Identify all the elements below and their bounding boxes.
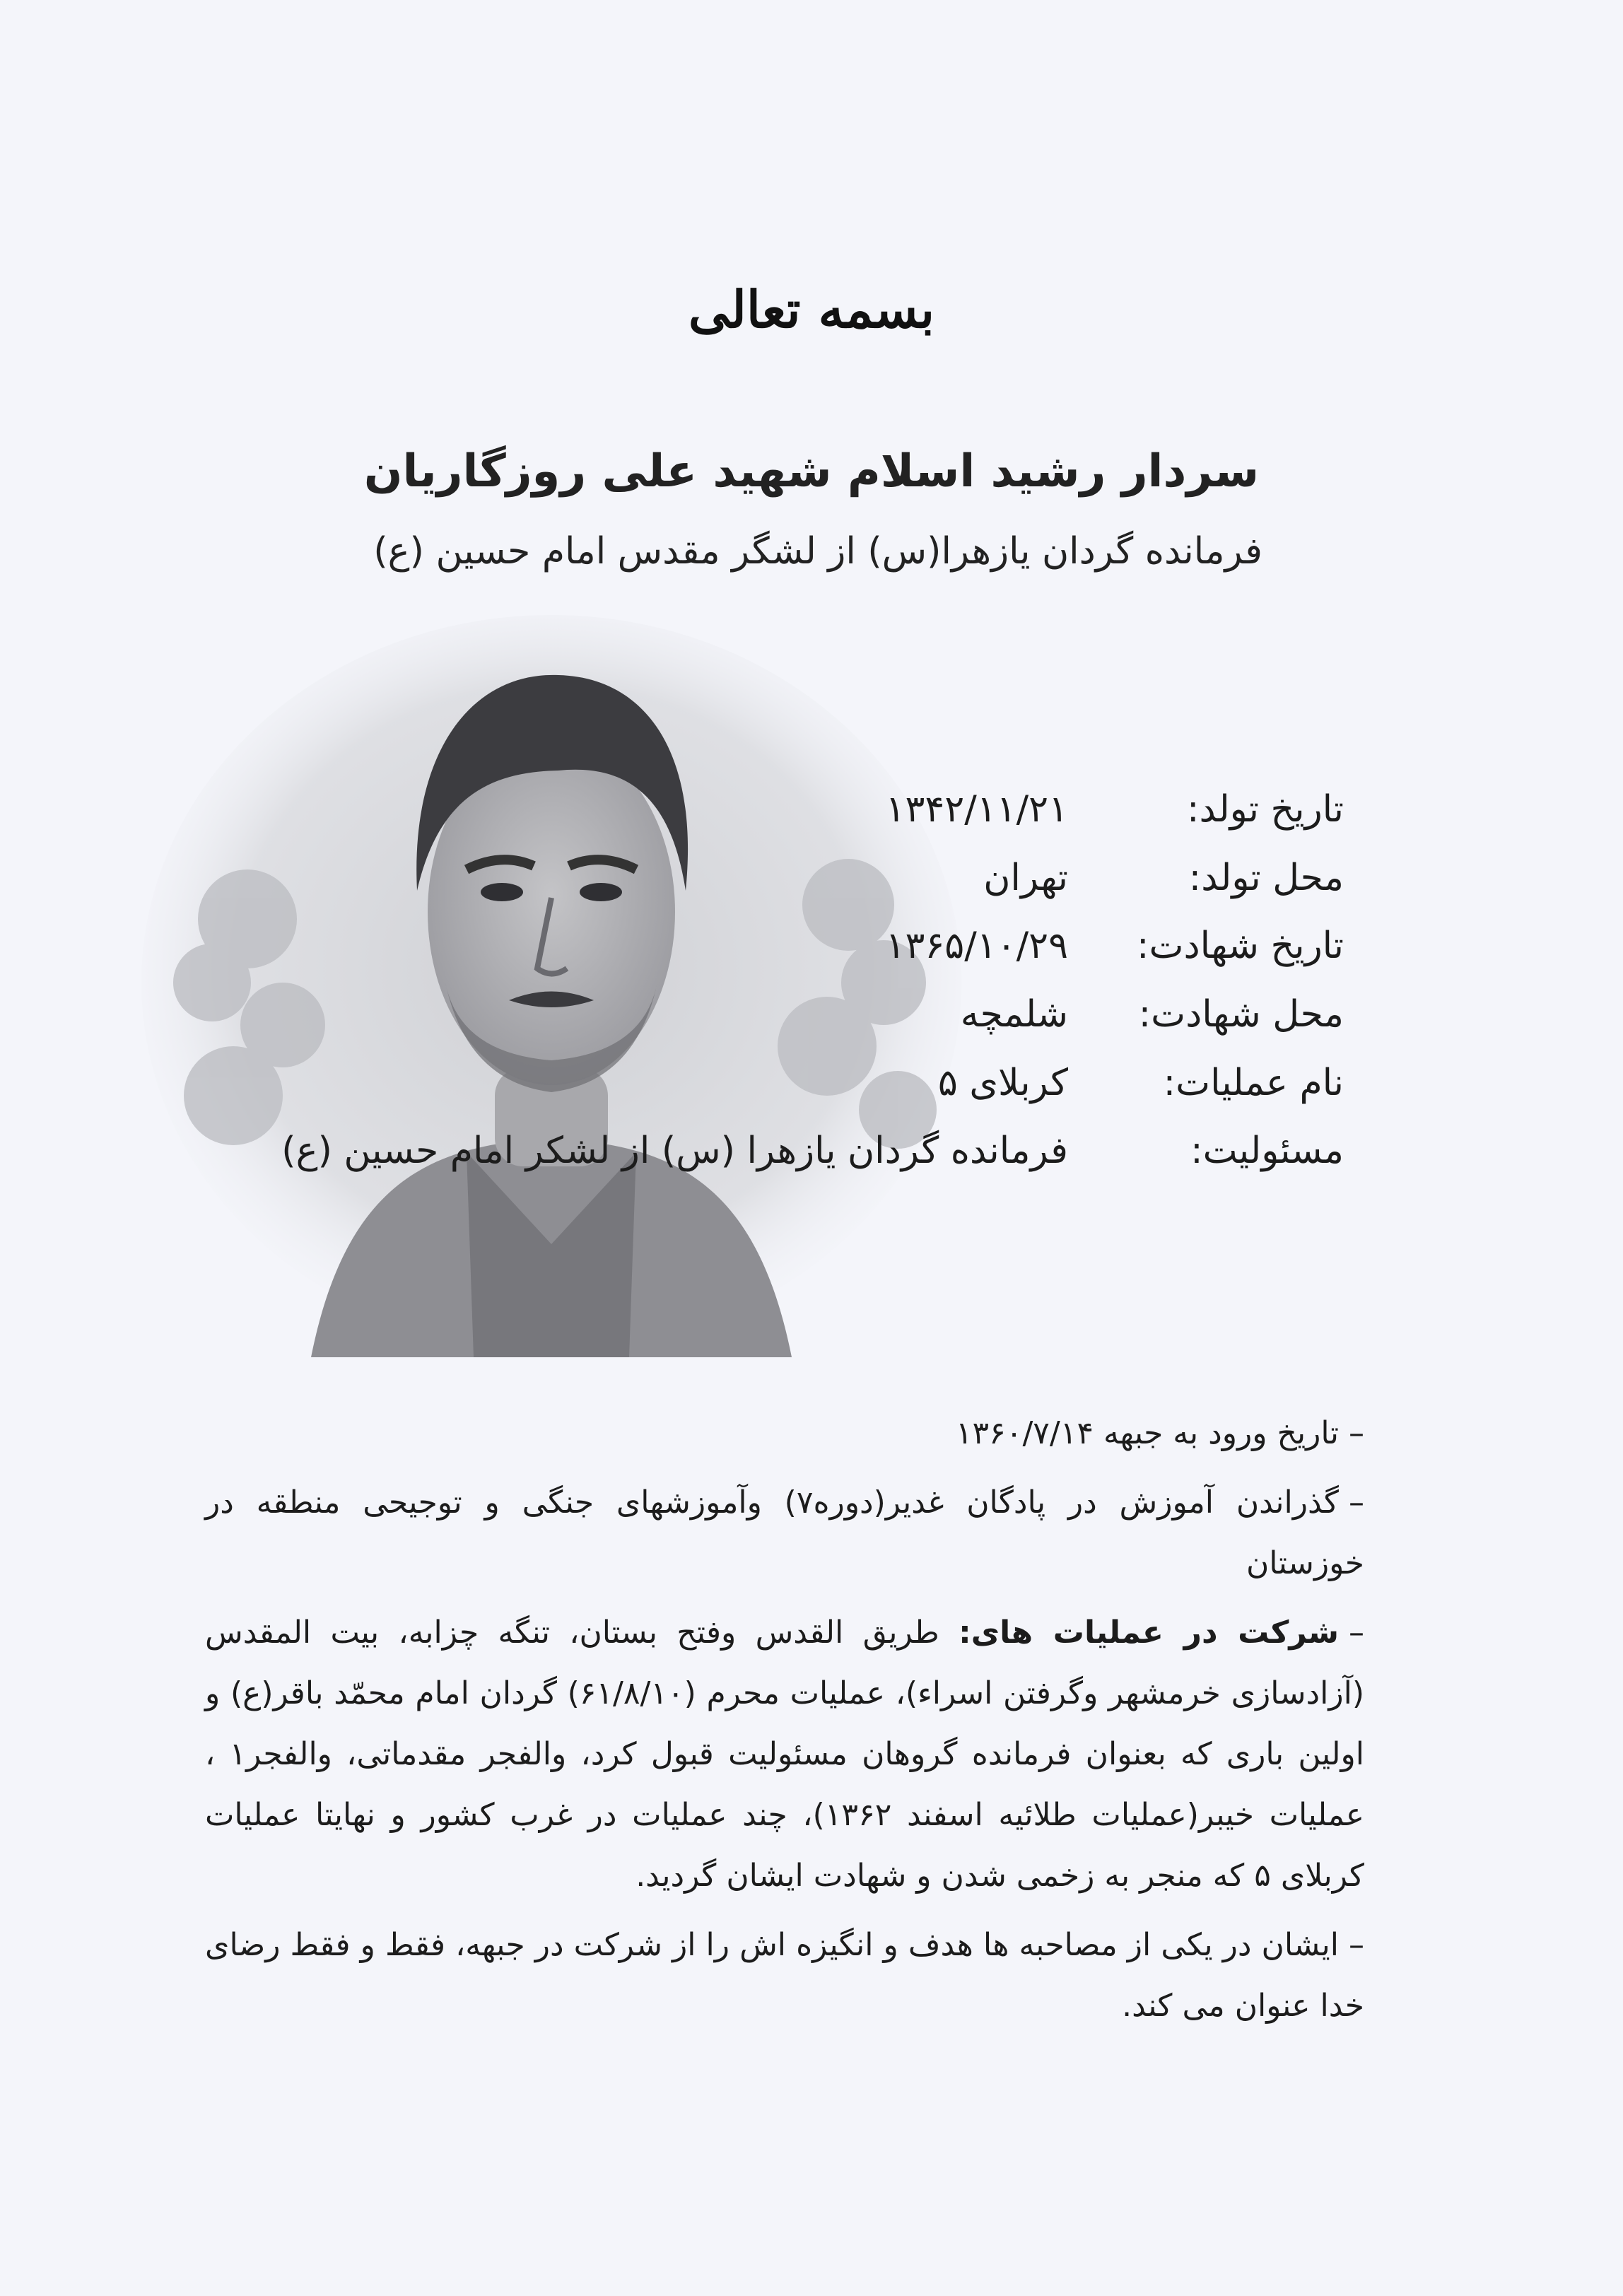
- info-value: شلمچه: [960, 993, 1068, 1036]
- info-label: محل شهادت:: [1138, 993, 1344, 1036]
- bio-paragraph-operations: –شرکت در عملیات های: طریق القدس وفتح بستان، تنگه چزابه، بیت المقدس (آزادسازی خرمشهر وگرفتن اسراء)، عملیات محرم (۶۱/۸/۱۰) گردان امام محمّد باقر(ع) و اولین باری که بعنوان فرمانده گروهان مسئولیت قبول کرد، والفجر مقدماتی، والفجر۱ ، عملیات خیبر(عملیات طلائیه اسفند ۱۳۶۲)، چند عملیات در غرب کشور و نهایتا عملیات کربلای ۵ که منجر به زخمی شدن و شهادت ایشان گردید.: [205, 1615, 1364, 1894]
- info-label: تاریخ تولد:: [1187, 788, 1344, 831]
- bullet-dash: –: [1349, 1615, 1364, 1651]
- bullet-dash: –: [1349, 1484, 1365, 1521]
- info-value: ۱۳۶۵/۱۰/۲۹: [885, 925, 1068, 967]
- info-label: نام عملیات:: [1163, 1062, 1344, 1104]
- info-label: محل تولد:: [1188, 857, 1344, 899]
- info-label: تاریخ شهادت:: [1136, 925, 1344, 967]
- bio-paragraph-motivation: –ایشان در یکی از مصاحبه ها هدف و انگیزه اش را از شرکت در جبهه، فقط و فقط رضای خدا عنوان می کند.: [205, 1927, 1364, 2024]
- info-value: ۱۳۴۲/۱۱/۲۱: [885, 788, 1068, 831]
- info-label: مسئولیت:: [1190, 1130, 1344, 1172]
- bio-paragraph-training: –گذراندن آموزش در پادگان غدیر(دوره۷) وآموزشهای جنگی و توجیحی منطقه در خوزستان: [205, 1484, 1365, 1581]
- info-value: تهران: [983, 857, 1068, 899]
- page-title: سردار رشید اسلام شهید علی روزگاریان: [363, 445, 1260, 498]
- biography-text: [205, 1403, 1364, 2045]
- bullet-dash: –: [1349, 1927, 1364, 1963]
- info-value: کربلای ۵: [937, 1062, 1068, 1104]
- bio-paragraph-entry-date: –تاریخ ورود به جبهه ۱۳۶۰/۷/۱۴: [955, 1415, 1364, 1451]
- martyr-portrait: [134, 587, 968, 1364]
- invocation-heading: بسمه تعالی: [688, 279, 935, 339]
- info-value: فرمانده گردان یازهرا (س) از لشکر امام حسین (ع): [281, 1130, 1068, 1172]
- page-subtitle: فرمانده گردان یازهرا(س) از لشگر مقدس امام حسین (ع): [373, 530, 1262, 573]
- bullet-dash: –: [1349, 1415, 1364, 1451]
- operations-lead: شرکت در عملیات های:: [959, 1615, 1339, 1651]
